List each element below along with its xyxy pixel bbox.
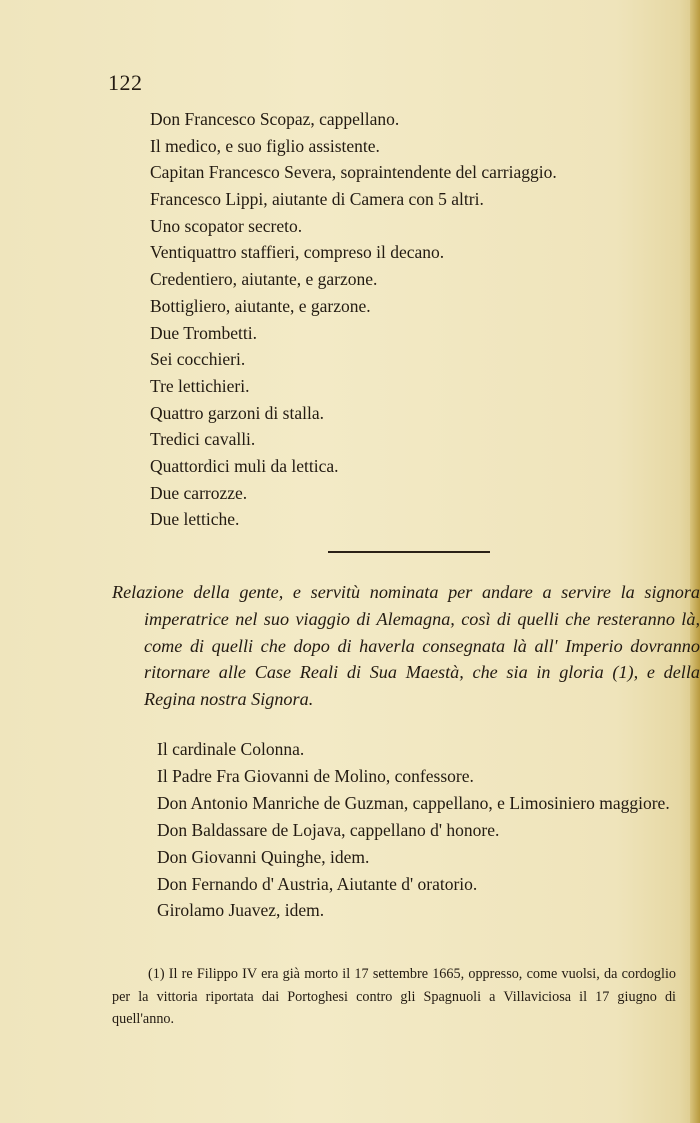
list-item: Don Francesco Scopaz, cappellano.	[150, 109, 400, 129]
list-item: Uno scopator secreto.	[150, 215, 303, 236]
staff-list	[150, 106, 670, 533]
list-item: Bottigliero, aiutante, e garzone.	[150, 295, 371, 316]
footnote: (1) Il re Filippo IV era già morto il 17 settembre 1665, oppresso, come vuolsi, da cordoglio per la vittoria riportata dai Portoghesi contro gli Spagnuoli a Villaviciosa il 17 giugno di quell'anno.	[112, 966, 676, 1028]
list-item: Don Antonio Manriche de Guzman, cappellano, e Limosiniero maggiore.	[157, 792, 670, 813]
list-item: Credentiero, aiutante, e garzone.	[150, 269, 378, 290]
retinue-list	[112, 736, 672, 924]
list-item: Due lettiche.	[150, 509, 240, 530]
list-item: Quattordici muli da lettica.	[150, 455, 339, 476]
list-item: Il medico, e suo figlio assistente.	[150, 135, 380, 156]
list-item: Tredici cavalli.	[150, 429, 256, 450]
list-item: Due Trombetti.	[150, 322, 257, 343]
list-item: Don Baldassare de Lojava, cappellano d' honore.	[157, 819, 500, 840]
page-edge	[690, 0, 700, 1123]
section-divider	[328, 551, 490, 553]
list-item: Due carrozze.	[150, 482, 248, 503]
section-heading: Relazione della gente, e servitù nominata per andare a servire la signora imperatrice nel suo viaggio di Alemagna, così di quelli che resteranno là, come di quelli che dopo di haverla consegnata là all' Imperio dovranno ritornare alle Case Reali di Sua Maestà, che sia in gloria (1), e della Regina nostra Signora.	[112, 582, 700, 710]
list-item: Sei cocchieri.	[150, 349, 246, 370]
list-item: Francesco Lippi, aiutante di Camera con 5 altri.	[150, 189, 484, 210]
list-item: Don Fernando d' Austria, Aiutante d' oratorio.	[157, 873, 478, 894]
list-item: Don Giovanni Quinghe, idem.	[157, 846, 370, 867]
list-item: Il cardinale Colonna.	[157, 739, 305, 759]
list-item: Quattro garzoni di stalla.	[150, 402, 324, 423]
list-item: Capitan Francesco Severa, sopraintendente del carriaggio.	[150, 162, 557, 183]
list-item: Ventiquattro staffieri, compreso il decano.	[150, 242, 445, 263]
page-number: 122	[108, 70, 143, 95]
list-item: Girolamo Juavez, idem.	[157, 900, 325, 921]
list-item: Il Padre Fra Giovanni de Molino, confessore.	[157, 765, 474, 786]
list-item: Tre lettichieri.	[150, 375, 250, 396]
